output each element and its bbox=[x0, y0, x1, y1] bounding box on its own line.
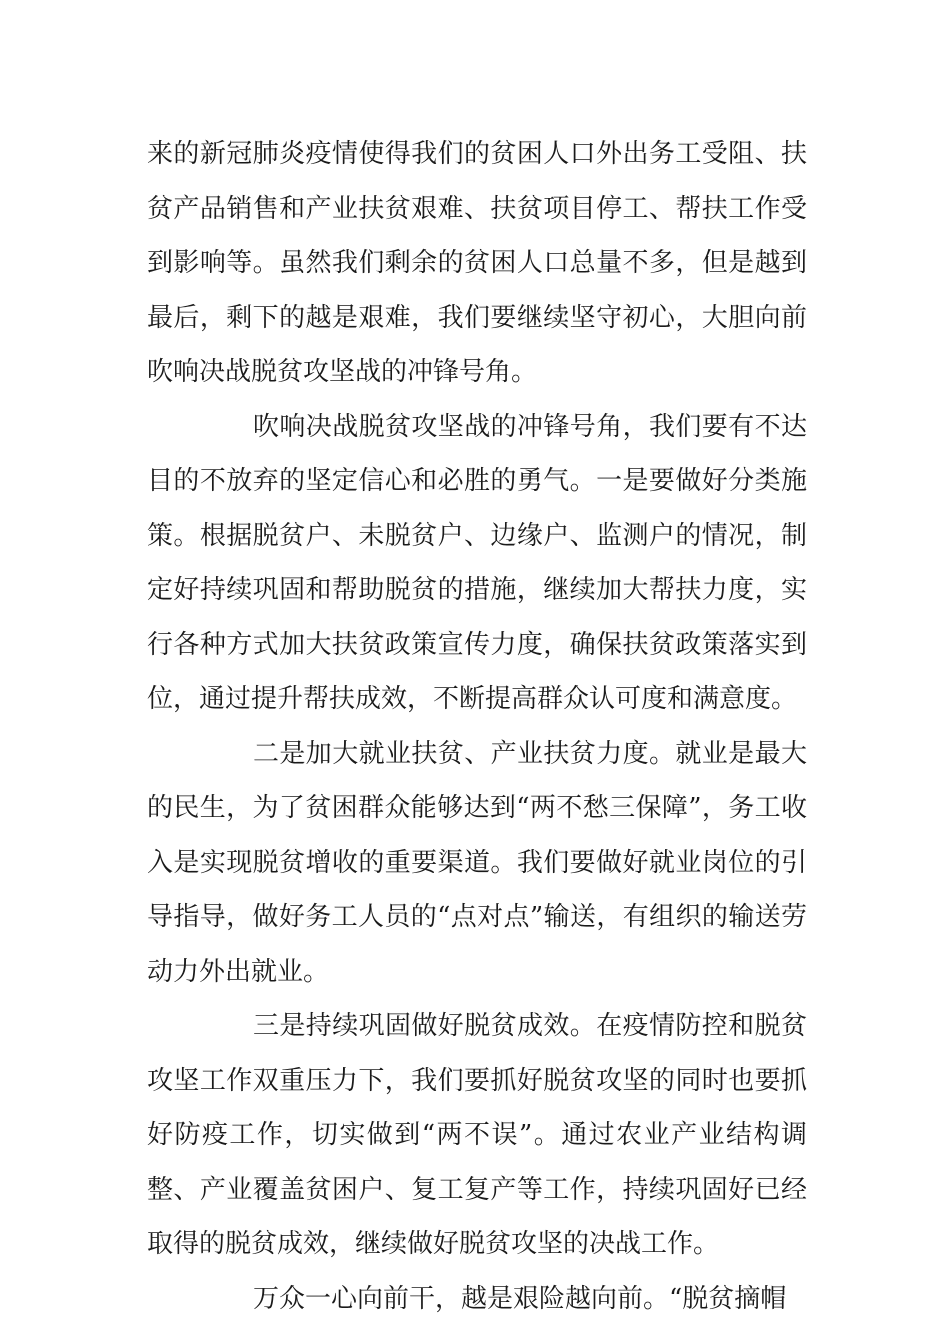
paragraph-united: 万众一心向前干，越是艰险越向前。“脱贫摘帽 bbox=[253, 1283, 787, 1314]
paragraph-consolidate: 三是持续巩固做好脱贫成效。在疫情防控和脱贫攻坚工作双重压力下，我们要抓好脱贫攻坚的同时也要抓好防疫工作，切实做到“两不误”。通过农业产业结构调整、产业覆盖贫困户、复工复产等工作，持续巩固好已经取得的脱贫成效，继续做好脱贫攻坚的决战工作。 bbox=[147, 1011, 807, 1259]
paragraph-continued: 来的新冠肺炎疫情使得我们的贫困人口外出务工受阻、扶贫产品销售和产业扶贫艰难、扶贫项目停工、帮扶工作受到影响等。虽然我们剩余的贫困人口总量不多，但是越到最后，剩下的越是艰难，我们要继续坚守初心，大胆向前吹响决战脱贫攻坚战的冲锋号角。 bbox=[147, 139, 807, 387]
paragraph-battle-horn: 吹响决战脱贫攻坚战的冲锋号角，我们要有不达目的不放弃的坚定信心和必胜的勇气。一是要做好分类施策。根据脱贫户、未脱贫户、边缘户、监测户的情况，制定好持续巩固和帮助脱贫的措施，继续加大帮扶力度，实行各种方式加大扶贫政策宣传力度，确保扶贫政策落实到位，通过提升帮扶成效，不断提高群众认可度和满意度。 bbox=[147, 411, 807, 714]
document-body bbox=[147, 127, 807, 1326]
paragraph-employment: 二是加大就业扶贫、产业扶贫力度。就业是最大的民生，为了贫困群众能够达到“两不愁三保障”，务工收入是实现脱贫增收的重要渠道。我们要做好就业岗位的引导指导，做好务工人员的“点对点”输送，有组织的输送劳动力外出就业。 bbox=[147, 738, 807, 987]
